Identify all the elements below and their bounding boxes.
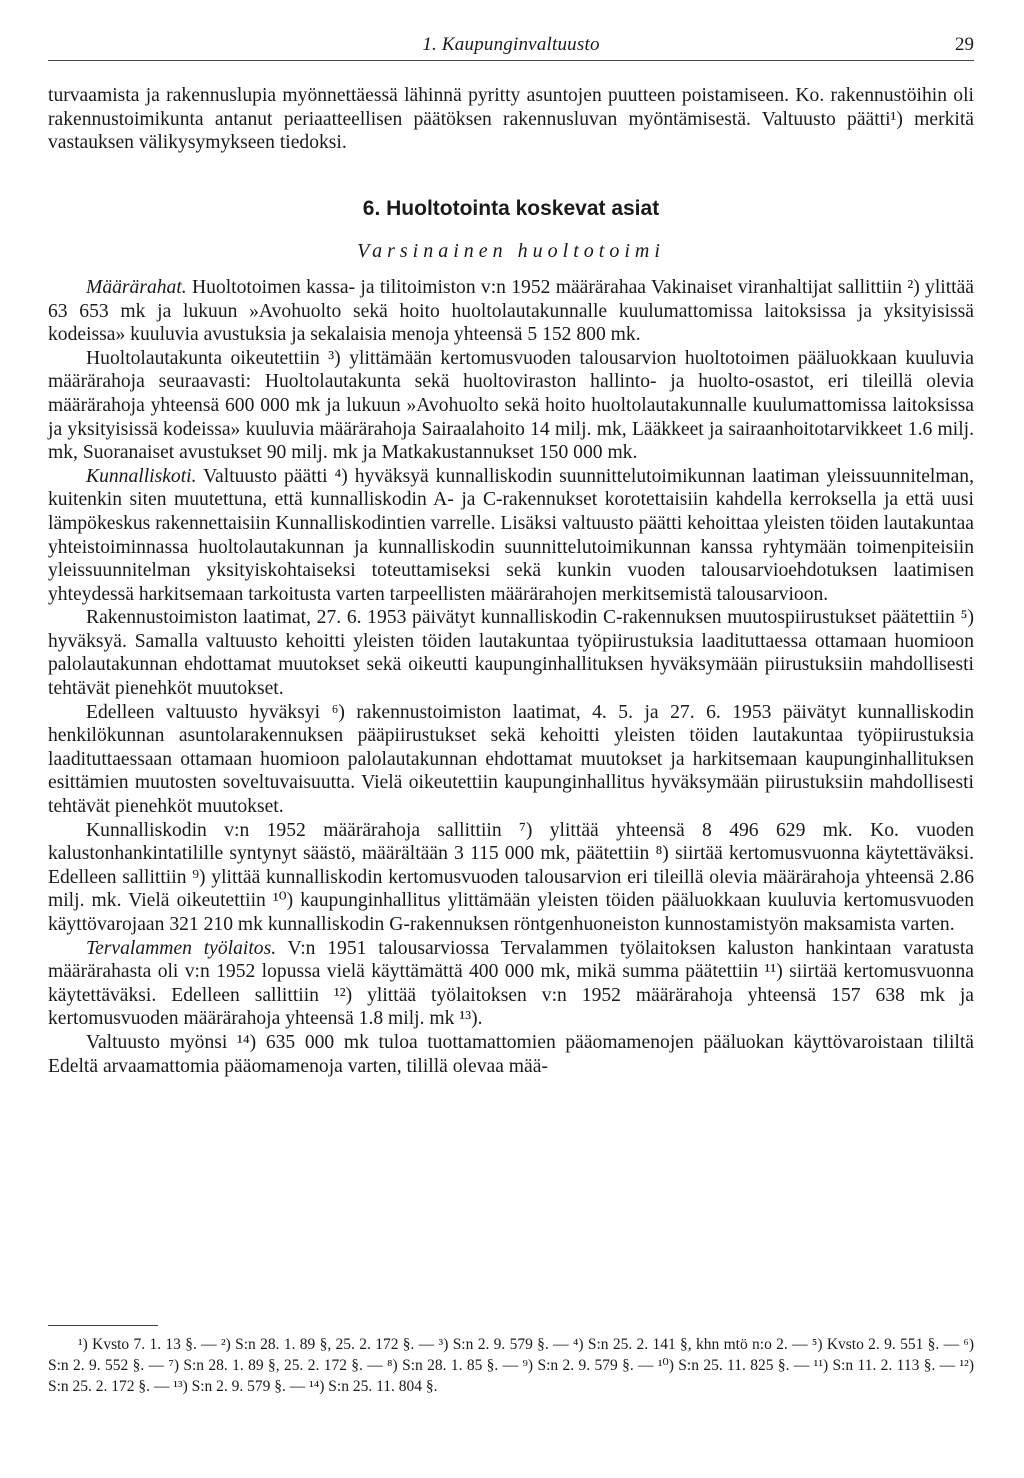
running-header [48,34,974,62]
page-body [48,84,974,1078]
paragraph-maararahat [48,276,974,347]
paragraph-lead: Määrärahat. [86,276,187,298]
paragraph-rakennustoimisto [48,606,974,700]
paragraph-text: Kunnalliskodin v:n 1952 määrärahoja sallittiin ⁷) ylittää yhteensä 8 496 629 mk. Ko. vuoden kalustonhankintatilille syntynyt säästö, määrältään 3 115 000 mk, päätettiin ⁸) siirtää kertomusvuonna käytettäväksi. Edelleen sallittiin ⁹) ylittää kunnalliskodin kertomusvuoden talousarvion eri tileillä olevia määrärahoja yhteensä 2.86 milj. mk. Vielä oikeutettiin ¹⁰) kaupunginhallitus ylittämään yleisten töiden pääluokkaan kuuluvia kertomusvuoden käyttövarojaan 321 210 mk kunnalliskodin G-rakennuksen röntgenhuoneiston kunnostamistyön maksamista varten. [48,819,974,935]
paragraph-tervalampi [48,937,974,1031]
footnotes [48,1325,974,1397]
footnote-rule [48,1325,158,1326]
paragraph-edelleen [48,701,974,819]
paragraph-huoltolautakunta [48,347,974,465]
section-heading: 6. Huoltotointa koskevat asiat [362,196,660,220]
header-rule [48,60,974,61]
intro-paragraph: turvaamista ja rakennuslupia myönnettäessä lähinnä pyritty asuntojen puutteen poistamiseen. Ko. rakennustöihin oli rakennustoimikunta antanut periaatteellisen päätöksen rakennusluvan myöntämisestä. Valtuusto päätti¹) merkitä vastauksen välikysymykseen tiedoksi. [48,85,974,154]
paragraph-lead: Tervalammen työlaitos. [86,937,277,959]
page-number: 29 [955,34,974,55]
footnote-text: ¹) Kvsto 7. 1. 13 §. — ²) S:n 28. 1. 89 §, 25. 2. 172 §. — ³) S:n 2. 9. 579 §. — ⁴) S:n 25. 2. 141 §, khn mtö n:o 2. — ⁵) Kvsto 2. 9. 551 §. — ⁶) S:n 2. 9. 552 §. — ⁷) S:n 28. 1. 89 §, 25. 2. 172 §. — ⁸) S:n 28. 1. 85 §. — ⁹) S:n 2. 9. 579 §. — ¹⁰) S:n 25. 11. 825 §. — ¹¹) S:n 11. 2. 113 §. — ¹²) S:n 25. 2. 172 §. — ¹³) S:n 2. 9. 579 §. — ¹⁴) S:n 25. 11. 804 §. [48,1336,974,1395]
paragraph-text: Valtuusto päätti ⁴) hyväksyä kunnalliskodin suunnittelutoimikunnan laatiman yleissuunnitelman, kuitenkin siten muutettuna, että kunnalliskodin A- ja C-rakennukset korotettaisiin kahdella kerroksella ja että uusi lämpökeskus rakennettaisiin Kunnalliskodintien varrelle. Lisäksi valtuusto päätti kehoittaa yleisten töiden lautakuntaa yhteistoiminnassa huoltolautakunnan ja kunnalliskodin suunnittelutoimikunnan kanssa ryhtymään toimenpiteisiin yleissuunnitelman yksityiskohtaiseksi toteuttamiseksi sekä kunkin vuoden talousarvioehdotuksen laatimisen yhteydessä harkitsemaan tarkoitusta varten tarpeellisten määrärahojen merkitsemistä talousarvioon. [48,465,974,605]
paragraph-text: Huoltotoimen kassa- ja tilitoimiston v:n 1952 määrärahaa Vakinaiset viranhaltijat sallittiin ²) ylittää 63 653 mk ja lukuun »Avohuolto sekä hoito huoltolautakunnalle kuulumattomissa laitoksissa ja yksityisissä kodeissa» kuuluvia avustuksia ja sekalaisia menoja yhteensä 5 152 800 mk. [48,276,974,346]
paragraph-kunnalliskoti [48,465,974,607]
paragraph-valtuusto-myonsi [48,1031,974,1078]
paragraph-text: Valtuusto myönsi ¹⁴) 635 000 mk tuloa tuottamattomien pääomamenojen pääluokan käyttövaroistaan tililtä Edeltä arvaamattomia pääomamenoja varten, tilillä olevaa mää- [48,1031,974,1077]
paragraph-text: Huoltolautakunta oikeutettiin ³) ylittämään kertomusvuoden talousarvion huoltotoimen pääluokkaan kuuluvia määrärahoja seuraavasti: Huoltolautakunta sekä huoltoviraston hallinto- ja huolto-osastot, eri tileillä olevia määrärahoja yhteensä 600 000 mk ja lukuun »Avohuolto sekä hoito huoltolautakunnalle kuulumattomissa laitoksissa ja yksityisissä kodeissa» kuuluvia määrärahoja Sairaalahoito 14 milj. mk, Lääkkeet ja sairaanhoitotarvikkeet 1.6 milj. mk, Suoranaiset avustukset 90 milj. mk ja Matkakustannukset 150 000 mk. [48,347,974,464]
subsection-heading: Varsinainen huoltotoimi [357,240,665,263]
running-title: 1. Kaupunginvaltuusto [422,34,600,55]
paragraph-text: Edelleen valtuusto hyväksyi ⁶) rakennustoimiston laatimat, 4. 5. ja 27. 6. 1953 päivätyt kunnalliskodin henkilökunnan asuntolarakennuksen pääpiirustukset sekä kehoitti yleisten töiden lautakuntaa työpiirustuksia laadituttaessaan ottamaan huomioon palolautakunnan ehdottamat muutokset ja harkitsemaan kaupunginhallituksen esittämien muutosten soveltuvaisuutta. Vielä oikeutettiin kaupunginhallitus hyväksymään piirustuksiin mahdollisesti tehtävät pienehköt muutokset. [48,701,974,818]
paragraph-text: Rakennustoimiston laatimat, 27. 6. 1953 päivätyt kunnalliskodin C-rakennuksen muutospiirustukset päätettiin ⁵) hyväksyä. Samalla valtuusto kehoitti yleisten töiden lautakuntaa työpiirustuksia laadituttaessa ottamaan huomioon palolautakunnan ehdottamat muutokset sekä oikeutti kaupunginhallituksen hyväksymään piirustuksiin mahdollisesti tehtävät pienehköt muutokset. [48,607,974,700]
paragraph-kunnalliskodin-maararahat [48,819,974,937]
paragraph-text: V:n 1951 talousarviossa Tervalammen työlaitoksen kaluston hankintaan varatusta määrärahasta oli v:n 1952 lopussa vielä käyttämättä 400 000 mk, mikä summa päätettiin ¹¹) siirtää kertomusvuonna käytettäväksi. Edelleen sallittiin ¹²) ylittää työlaitoksen v:n 1952 määrärahoja yhteensä 157 638 mk ja kertomusvuoden määrärahoja yhteensä 1.8 milj. mk ¹³). [48,937,974,1030]
paragraph-lead: Kunnalliskoti. [86,465,197,487]
